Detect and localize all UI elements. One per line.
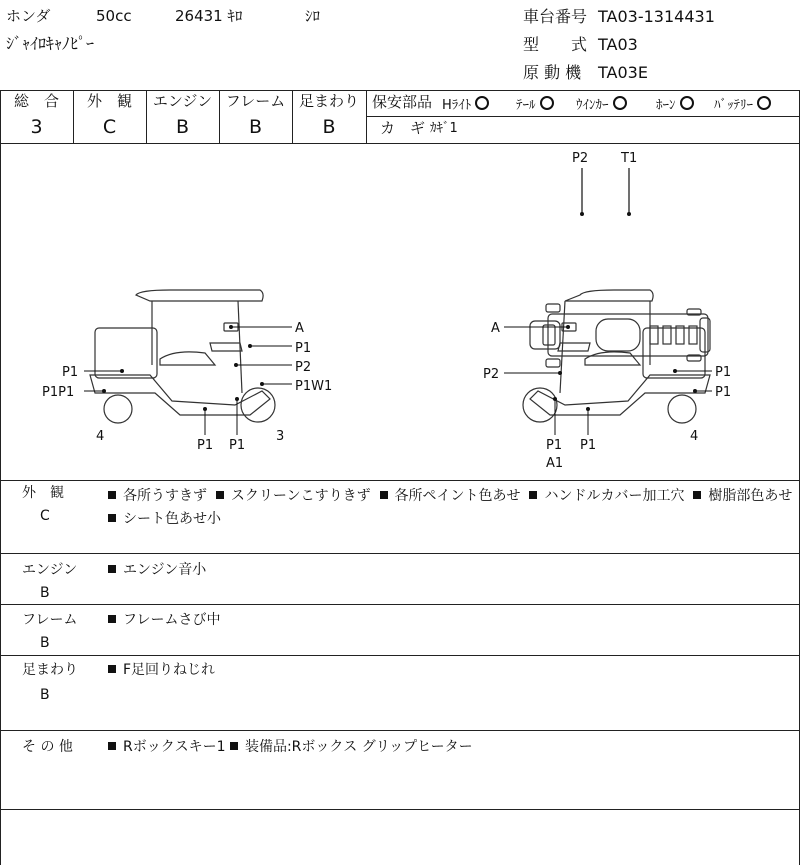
safety-horn: ﾎｰﾝ	[656, 96, 694, 112]
remark-text: フレームさび中	[108, 613, 220, 627]
right-label-a: A	[491, 321, 500, 336]
vehicle-diagram	[0, 143, 800, 480]
remark-label: エンジン	[22, 562, 78, 578]
bullet-square-icon	[693, 491, 701, 499]
remark-label: 外 観	[22, 485, 64, 501]
right-label-p2: P2	[483, 367, 500, 382]
left-label-p1-bottom-a: P1	[197, 438, 214, 453]
type-label: 型 式	[523, 35, 588, 54]
frame-grade: B	[248, 116, 263, 138]
chassis-label: 車台番号	[523, 7, 588, 26]
chassis-value: TA03-1314431	[598, 7, 715, 26]
circle-icon	[757, 96, 771, 110]
remark-grade: C	[40, 508, 50, 524]
remark-text: エンジン音小	[108, 563, 206, 577]
left-view-vehicle	[90, 290, 275, 423]
right-label-p1-bottom-b: P1	[580, 438, 597, 453]
left-label-p2: P2	[295, 360, 312, 375]
frame-label: フレーム	[225, 92, 286, 110]
left-label-p1-rear: P1	[62, 365, 79, 380]
left-label-a: A	[295, 321, 304, 336]
safety-winker: ｳｲﾝｶｰ	[576, 96, 627, 112]
engine-grade: B	[175, 116, 190, 138]
key-value: ｶｷﾞ1	[430, 121, 458, 136]
right-label-p1-bottom-a: P1	[546, 438, 563, 453]
safety-tail: ﾃｰﾙ	[516, 96, 554, 112]
bullet-square-icon	[108, 565, 116, 573]
top-label-p2: P2	[572, 151, 589, 166]
remark-grade: B	[40, 635, 50, 651]
overall-label: 総 合	[13, 92, 59, 110]
top-label-t1: T1	[621, 151, 638, 166]
remark-grade: B	[40, 585, 50, 601]
bullet-square-icon	[108, 491, 116, 499]
bullet-square-icon	[108, 514, 116, 522]
safety-headlight: Hﾗｲﾄ	[442, 96, 489, 112]
bullet-square-icon	[108, 742, 116, 750]
color: ｼﾛ	[305, 7, 321, 25]
bullet-square-icon	[108, 665, 116, 673]
remark-label: そ の 他	[22, 739, 73, 755]
engine-model-label: 原 動 機	[523, 63, 582, 82]
circle-icon	[680, 96, 694, 110]
maker: ホンダ	[6, 7, 51, 25]
bullet-square-icon	[108, 615, 116, 623]
displacement: 50cc	[96, 7, 132, 25]
safety-battery: ﾊﾞｯﾃﾘｰ	[714, 96, 771, 112]
right-label-4: 4	[690, 429, 699, 444]
top-view-vehicle	[530, 168, 710, 367]
overall-grade: 3	[30, 116, 43, 138]
remark-label: 足まわり	[22, 662, 78, 678]
mileage: 26431 ｷﾛ	[175, 7, 243, 25]
engine-label: エンジン	[152, 92, 213, 110]
circle-icon	[613, 96, 627, 110]
left-label-p1: P1	[295, 341, 312, 356]
exterior-grade: C	[102, 116, 117, 138]
right-label-p1-a: P1	[715, 365, 732, 380]
left-label-3: 3	[276, 429, 285, 444]
type-value: TA03	[598, 35, 638, 54]
left-label-p1p1: P1P1	[42, 385, 75, 400]
engine-model-value: TA03E	[598, 63, 648, 82]
bullet-square-icon	[216, 491, 224, 499]
remark-text: 各所うすきず スクリーンこすりきず 各所ペイント色あせ ハンドルカバー加工穴 樹脂部色あせ シート色あせ小	[108, 485, 798, 531]
right-label-a1: A1	[546, 456, 564, 471]
circle-icon	[540, 96, 554, 110]
remark-text: F足回りねじれ	[108, 663, 215, 677]
key-label: カ ギ	[380, 119, 426, 137]
left-label-p1w1: P1W1	[295, 379, 333, 394]
bullet-square-icon	[380, 491, 388, 499]
remark-grade: B	[40, 687, 50, 703]
suspension-label: 足まわり	[298, 92, 359, 110]
diagram-labels	[42, 151, 731, 471]
bullet-square-icon	[529, 491, 537, 499]
safety-label: 保安部品	[372, 93, 433, 111]
suspension-grade: B	[322, 116, 336, 138]
circle-icon	[475, 96, 489, 110]
remark-text: Rボックスキー1 装備品:Rボックス グリップヒーター	[108, 740, 473, 754]
exterior-label: 外 観	[86, 92, 132, 110]
remark-label: フレーム	[22, 612, 78, 628]
left-label-4: 4	[96, 429, 105, 444]
right-label-p1-b: P1	[715, 385, 732, 400]
model-name: ｼﾞｬｲﾛｷｬﾉﾋﾟｰ	[6, 34, 95, 53]
left-label-p1-bottom-b: P1	[229, 438, 246, 453]
bullet-square-icon	[230, 742, 238, 750]
